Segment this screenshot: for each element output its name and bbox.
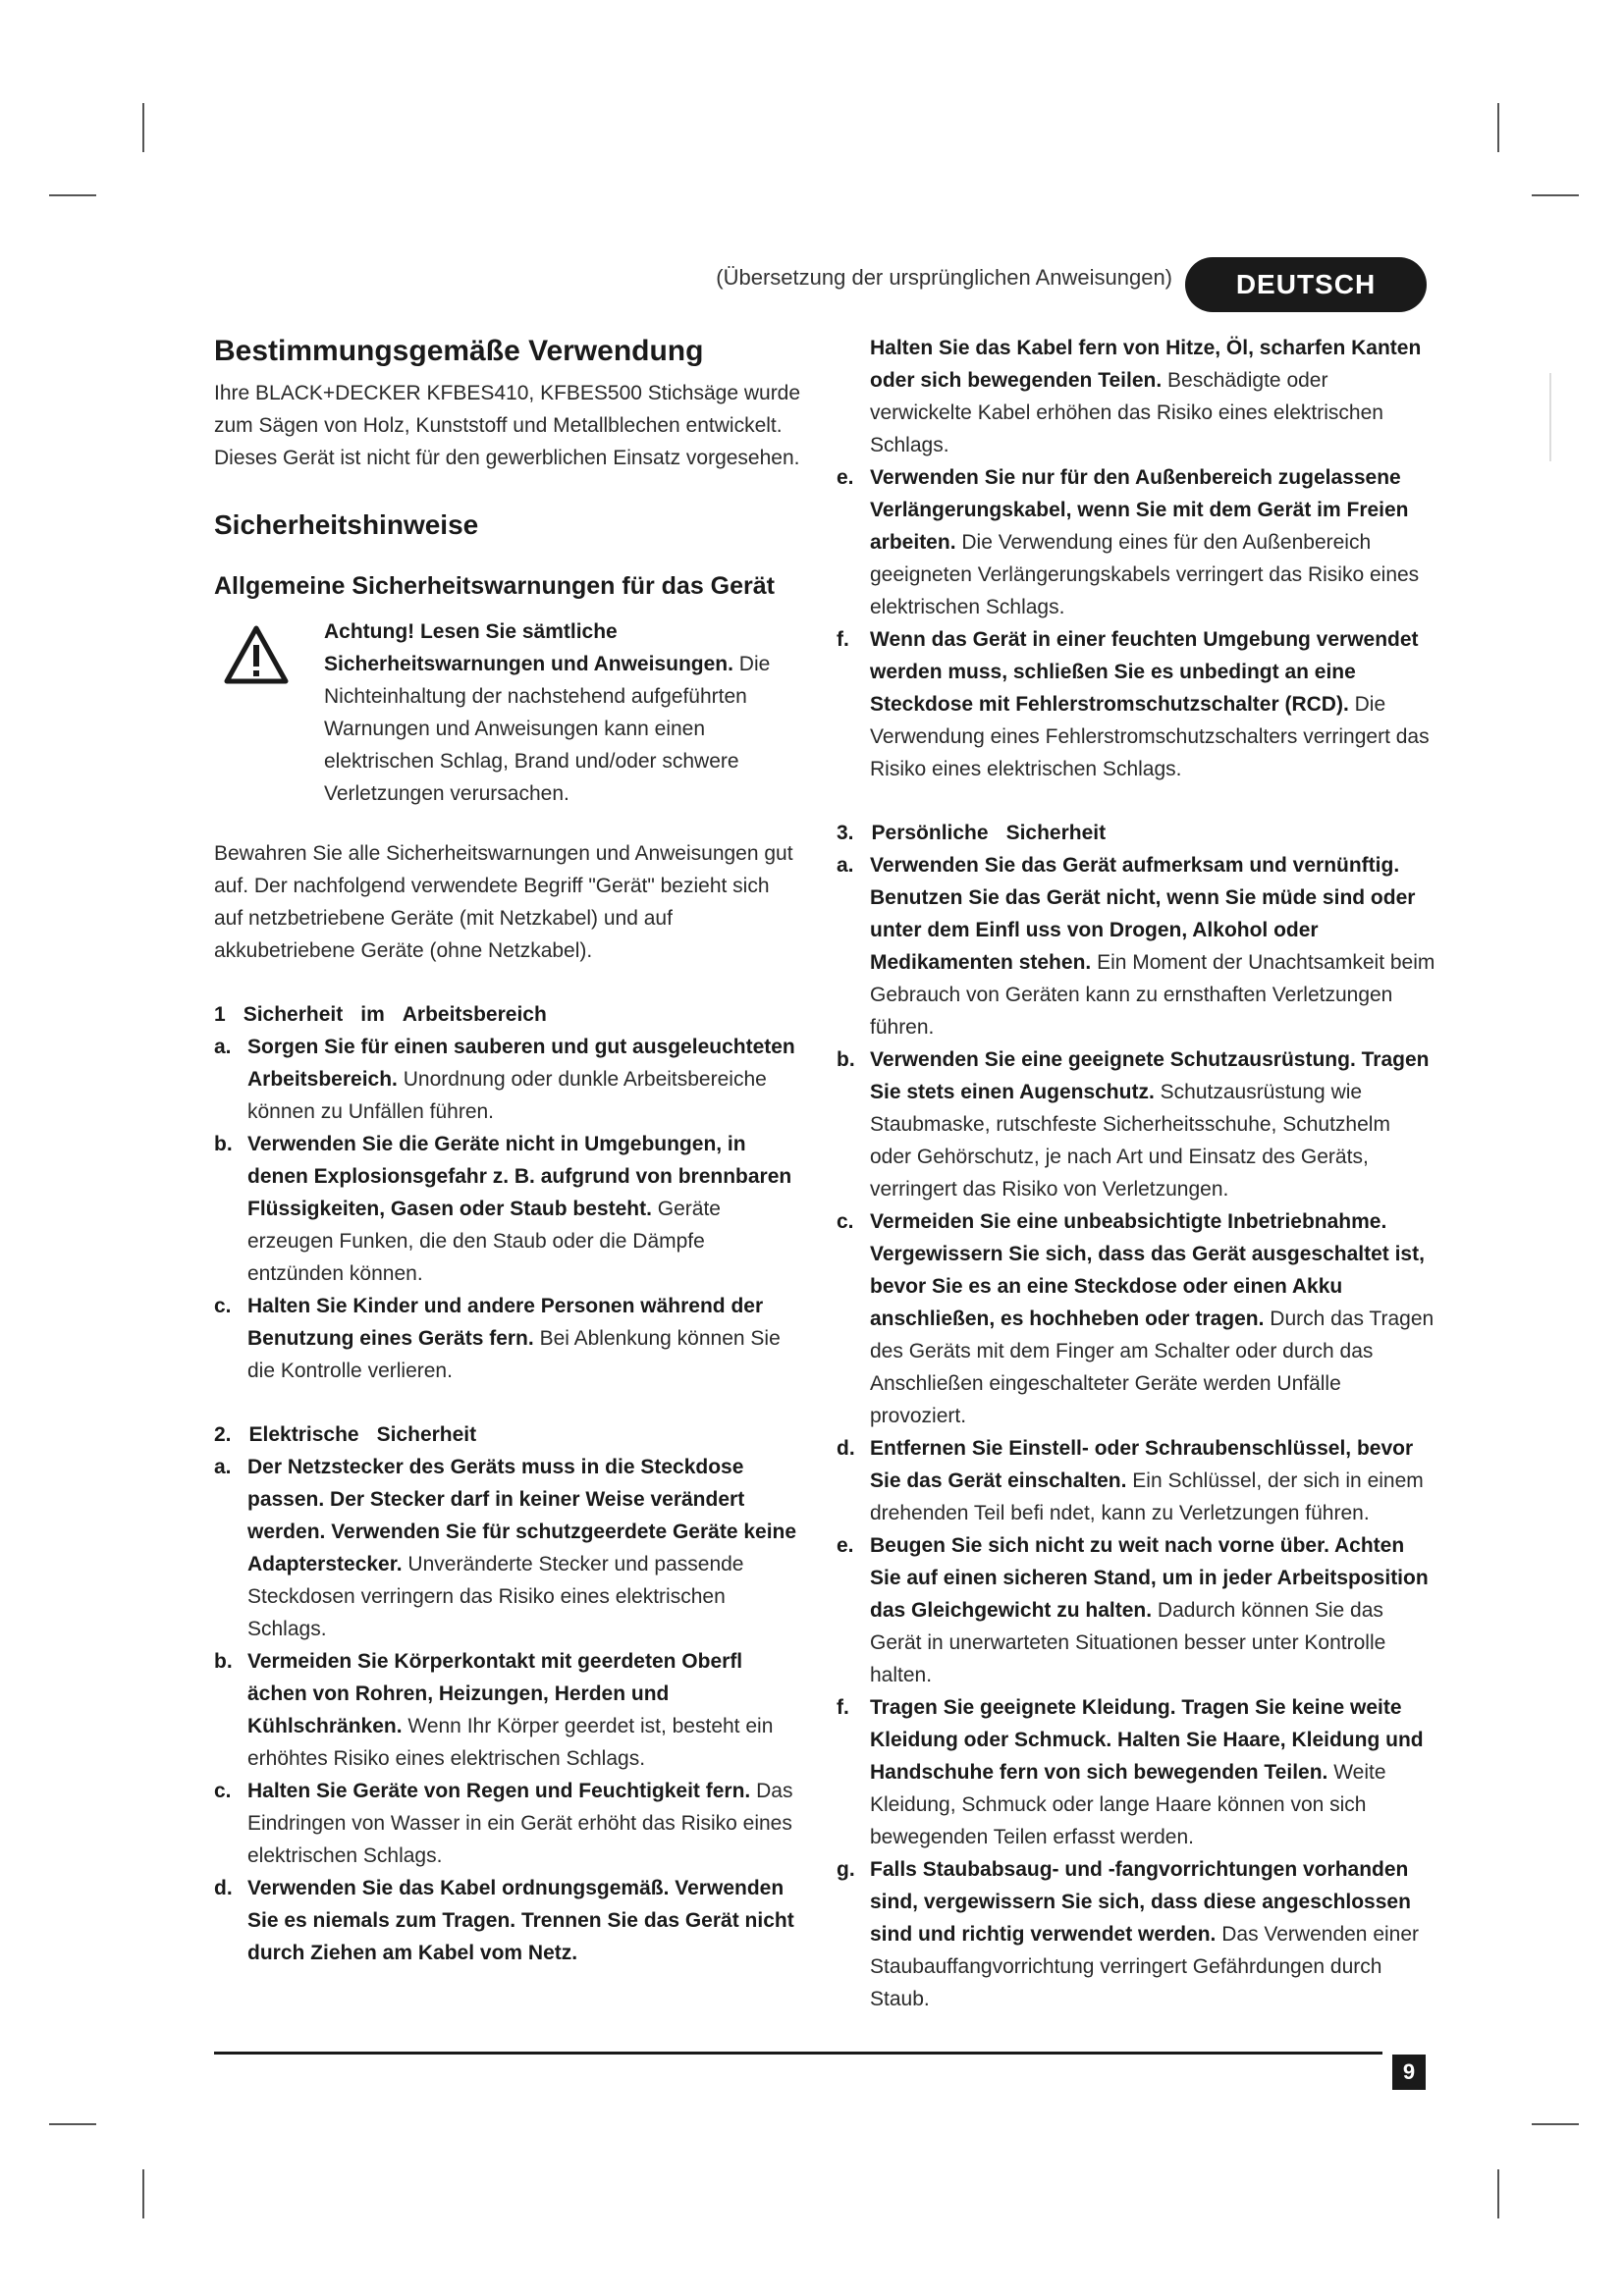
safety-title: Sicherheitshinweise (214, 509, 479, 540)
section-1-word3: Arbeitsbereich (402, 1003, 547, 1026)
section-1-word2: im (360, 1003, 385, 1026)
intended-use-title: Bestimmungsgemäße Verwendung (214, 335, 704, 367)
section-3-number: 3. (837, 822, 854, 844)
crop-mark-bottom-left-horizontal (49, 2123, 96, 2125)
warning-triangle-icon (224, 625, 289, 684)
list-item: g. Falls Staubabsaug- und -fangvorrichtungen vorhanden sind, vergewissern Sie sich, dass diese angeschlossen sind und richtig verwendet werden. Das Verwenden einer Staubauffangvorrichtung verringert Gefährdungen durch Staub. (837, 1858, 1420, 2010)
list-item: a. Verwenden Sie das Gerät aufmerksam und vernünftig. Benutzen Sie das Gerät nicht, wenn Sie müde sind oder unter dem Einfl uss von Drogen, Alkohol oder Medikamenten stehen. Ein Moment der Unachtsamkeit beim Gebrauch von Geräten kann zu ernsthaften Verletzungen führen. (837, 854, 1435, 1039)
list-item: f. Tragen Sie geeignete Kleidung. Tragen Sie keine weite Kleidung oder Schmuck. Halten Sie Haare, Kleidung und Handschuhe fern von sich bewegenden Teilen. Weite Kleidung, Schmuck oder lange Haare können von sich bewegenden Teilen erfasst werden. (837, 1696, 1424, 1848)
list-item: d. Verwenden Sie das Kabel ordnungsgemäß. Verwenden Sie es niemals zum Tragen. Trennen Sie das Gerät nicht durch Ziehen am Kabel vom Netz. (214, 1877, 794, 1964)
language-badge: DEUTSCH (1185, 257, 1427, 312)
list-item: c. Halten Sie Kinder und andere Personen während der Benutzung eines Geräts fern. Bei Ablenkung können Sie die Kontrolle verlieren. (214, 1295, 781, 1382)
crop-mark-bottom-right-vertical (1497, 2169, 1499, 2218)
warning-block (214, 615, 803, 812)
list-item: f. Wenn das Gerät in einer feuchten Umgebung verwendet werden muss, schließen Sie es unbedingt an eine Steckdose mit Fehlerstromschutzschalter (RCD). Die Verwendung eines Fehlerstromschutzschalters verringert das Risiko eines elektrischen Schlags. (837, 628, 1430, 780)
section-2-word2: Sicherheit (376, 1423, 477, 1446)
section-2-title (214, 1418, 803, 1451)
list-item: e. Verwenden Sie nur für den Außenbereich zugelassene Verlängerungskabel, wenn Sie mit dem Gerät im Freien arbeiten. Die Verwendung eines für den Außenbereich geeigneten Verlängerungskabels verringert das Risiko eines elektrischen Schlags. (837, 466, 1420, 618)
section-1-title (214, 998, 803, 1031)
list-item: c. Vermeiden Sie eine unbeabsichtigte Inbetriebnahme. Vergewissern Sie sich, dass das Gerät ausgeschaltet ist, bevor Sie es an eine Steckdose oder einen Akku anschließen, es hochheben oder tragen. Durch das Tragen des Geräts mit dem Finger am Schalter oder durch das Anschließen eingeschalteter Geräte werden Unfälle provoziert. (837, 1210, 1435, 1427)
crop-mark-bottom-left-vertical (142, 2169, 144, 2218)
list-item: a. Sorgen Sie für einen sauberen und gut ausgeleuchteten Arbeitsbereich. Unordnung oder dunkle Arbeitsbereiche können zu Unfällen führen. (214, 1036, 795, 1123)
intended-use-text: Ihre BLACK+DECKER KFBES410, KFBES500 Stichsäge wurde zum Sägen von Holz, Kunststoff und Metallblechen entwickelt. Dieses Gerät ist nicht für den gewerblichen Einsatz vorgesehen. (214, 382, 801, 469)
list-item: c. Halten Sie Geräte von Regen und Feuchtigkeit fern. Das Eindringen von Wasser in ein Gerät erhöht das Risiko eines elektrischen Schlags. (214, 1780, 793, 1867)
crop-mark-top-left-vertical (142, 103, 144, 152)
crop-mark-top-right-vertical (1497, 103, 1499, 152)
margin-mark (1549, 373, 1551, 461)
list-item: d. Entfernen Sie Einstell- oder Schraubenschlüssel, bevor Sie das Gerät einschalten. Ein Schlüssel, der sich in einem drehenden Teil befi ndet, kann zu Verletzungen führen. (837, 1437, 1424, 1524)
section-1-number: 1 (214, 1003, 226, 1026)
keep-instructions-text: Bewahren Sie alle Sicherheitswarnungen und Anweisungen gut auf. Der nachfolgend verwendete Begriff "Gerät" bezieht sich auf netzbetriebene Geräte (mit Netzkabel) und auf akkubetriebene Geräte (ohne Netzkabel). (214, 842, 793, 962)
list-item-continued: Halten Sie das Kabel fern von Hitze, Öl, scharfen Kanten oder sich bewegenden Teilen. Beschädigte oder verwickelte Kabel erhöhen das Risiko eines elektrischen Schlags. (870, 337, 1422, 456)
list-item: a. Der Netzstecker des Geräts muss in die Steckdose passen. Der Stecker darf in keiner Weise verändert werden. Verwenden Sie für schutzgeerdete Geräte keine Adapterstecker. Unveränderte Stecker und passende Steckdosen verringern das Risiko eines elektrischen Schlags. (214, 1456, 797, 1640)
list-item: e. Beugen Sie sich nicht zu weit nach vorne über. Achten Sie auf einen sicheren Stand, um in jeder Arbeitsposition das Gleichgewicht zu halten. Dadurch können Sie das Gerät in unerwarteten Situationen besser unter Kontrolle halten. (837, 1534, 1429, 1686)
list-item: b. Verwenden Sie eine geeignete Schutzausrüstung. Tragen Sie stets einen Augenschutz. Schutzausrüstung wie Staubmaske, rutschfeste Sicherheitsschuhe, Schutzhelm oder Gehörschutz, je nach Art und Einsatz des Geräts, verringert das Risiko von Verletzungen. (837, 1048, 1430, 1201)
section-1-word1: Sicherheit (243, 1003, 344, 1026)
warning-text (324, 615, 803, 810)
warning-bold: Achtung! Lesen Sie sämtliche Sicherheitswarnungen und Anweisungen. (324, 620, 733, 675)
list-item: b. Verwenden Sie die Geräte nicht in Umgebungen, in denen Explosionsgefahr z. B. aufgrund von brennbaren Flüssigkeiten, Gasen oder Staub besteht. Geräte erzeugen Funken, die den Staub oder die Dämpfe entzünden können. (214, 1133, 792, 1285)
section-3-word1: Persönliche (871, 822, 989, 844)
translation-note: (Übersetzung der ursprünglichen Anweisungen) (716, 265, 1172, 290)
section-3-word2: Sicherheit (1005, 822, 1107, 844)
section-2-number: 2. (214, 1423, 232, 1446)
page-number: 9 (1392, 2055, 1426, 2090)
crop-mark-top-left-horizontal (49, 194, 96, 196)
left-column (214, 332, 803, 1969)
footer-rule (214, 2052, 1382, 2055)
warning-body: Die Nichteinhaltung der nachstehend aufgeführten Warnungen und Anweisungen kann einen elektrischen Schlag, Brand und/oder schwere Verletzungen verursachen. (324, 653, 771, 805)
general-warnings-title: Allgemeine Sicherheitswarnungen für das Gerät (214, 572, 775, 600)
list-item: b. Vermeiden Sie Körperkontakt mit geerdeten Oberfl ächen von Rohren, Heizungen, Herden und Kühlschränken. Wenn Ihr Körper geerdet ist, besteht ein erhöhtes Risiko eines elektrischen Schlags. (214, 1650, 774, 1770)
section-3-title (837, 817, 1435, 849)
right-column (837, 332, 1435, 2015)
crop-mark-top-right-horizontal (1532, 194, 1579, 196)
crop-mark-bottom-right-horizontal (1532, 2123, 1579, 2125)
section-2-word1: Elektrische (248, 1423, 359, 1446)
